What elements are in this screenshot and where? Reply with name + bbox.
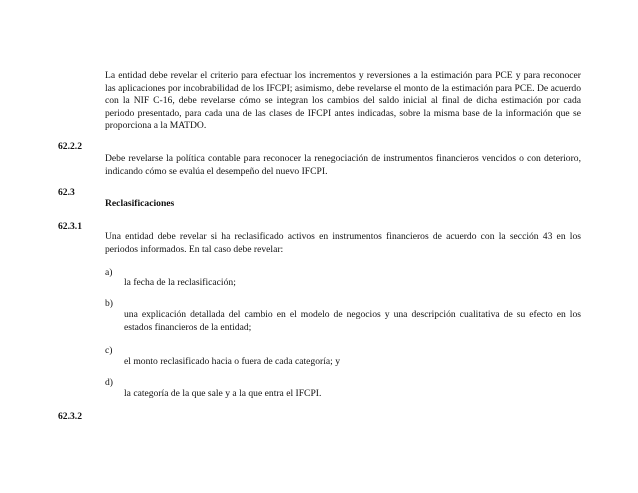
section-number: 62.3.2 [58, 411, 82, 422]
list-item-letter: b) [105, 298, 113, 309]
section-paragraph: Una entidad debe revelar si ha reclasificado activos en instrumentos financieros de acuerdo con la sección 43 en los periodos informados. En tal caso debe revelar: [105, 231, 581, 255]
section-number: 62.3.1 [58, 221, 82, 232]
section-paragraph: Debe revelarse la política contable para reconocer la renegociación de instrumentos financieros vencidos o con deterioro, indicando cómo se evalúa el desempeño del nuevo IFCPI. [105, 153, 581, 177]
list-item-letter: c) [105, 345, 113, 356]
section-number: 62.3 [58, 187, 75, 198]
list-item-text: una explicación detallada del cambio en el modelo de negocios y una descripción cualitativa de su efecto en los estados financieros de la entidad; [124, 309, 581, 333]
list-item-letter: d) [105, 377, 113, 388]
intro-paragraph: La entidad debe revelar el criterio para efectuar los incrementos y reversiones a la estimación para PCE y para reconocer las aplicaciones por incobrabilidad de los IFCPI; asimismo, debe revelarse el monto de la estimación para PCE. De acuerdo con la NIF C-16, debe revelarse cómo se integran los cambios del saldo inicial al final de dicha estimación por cada periodo presentado, para cada una de las clases de IFCPI antes indicadas, sobre la misma base de la información que se proporciona a la MATDO. [105, 70, 581, 131]
list-item-text: el monto reclasificado hacia o fuera de cada categoría; y [124, 356, 341, 367]
list-item-letter: a) [105, 267, 113, 278]
list-item-text: la categoría de la que sale y a la que entra el IFCPI. [124, 388, 322, 399]
section-heading: Reclasificaciones [105, 198, 175, 209]
list-item-text: la fecha de la reclasificación; [124, 277, 236, 288]
section-number: 62.2.2 [58, 141, 82, 152]
